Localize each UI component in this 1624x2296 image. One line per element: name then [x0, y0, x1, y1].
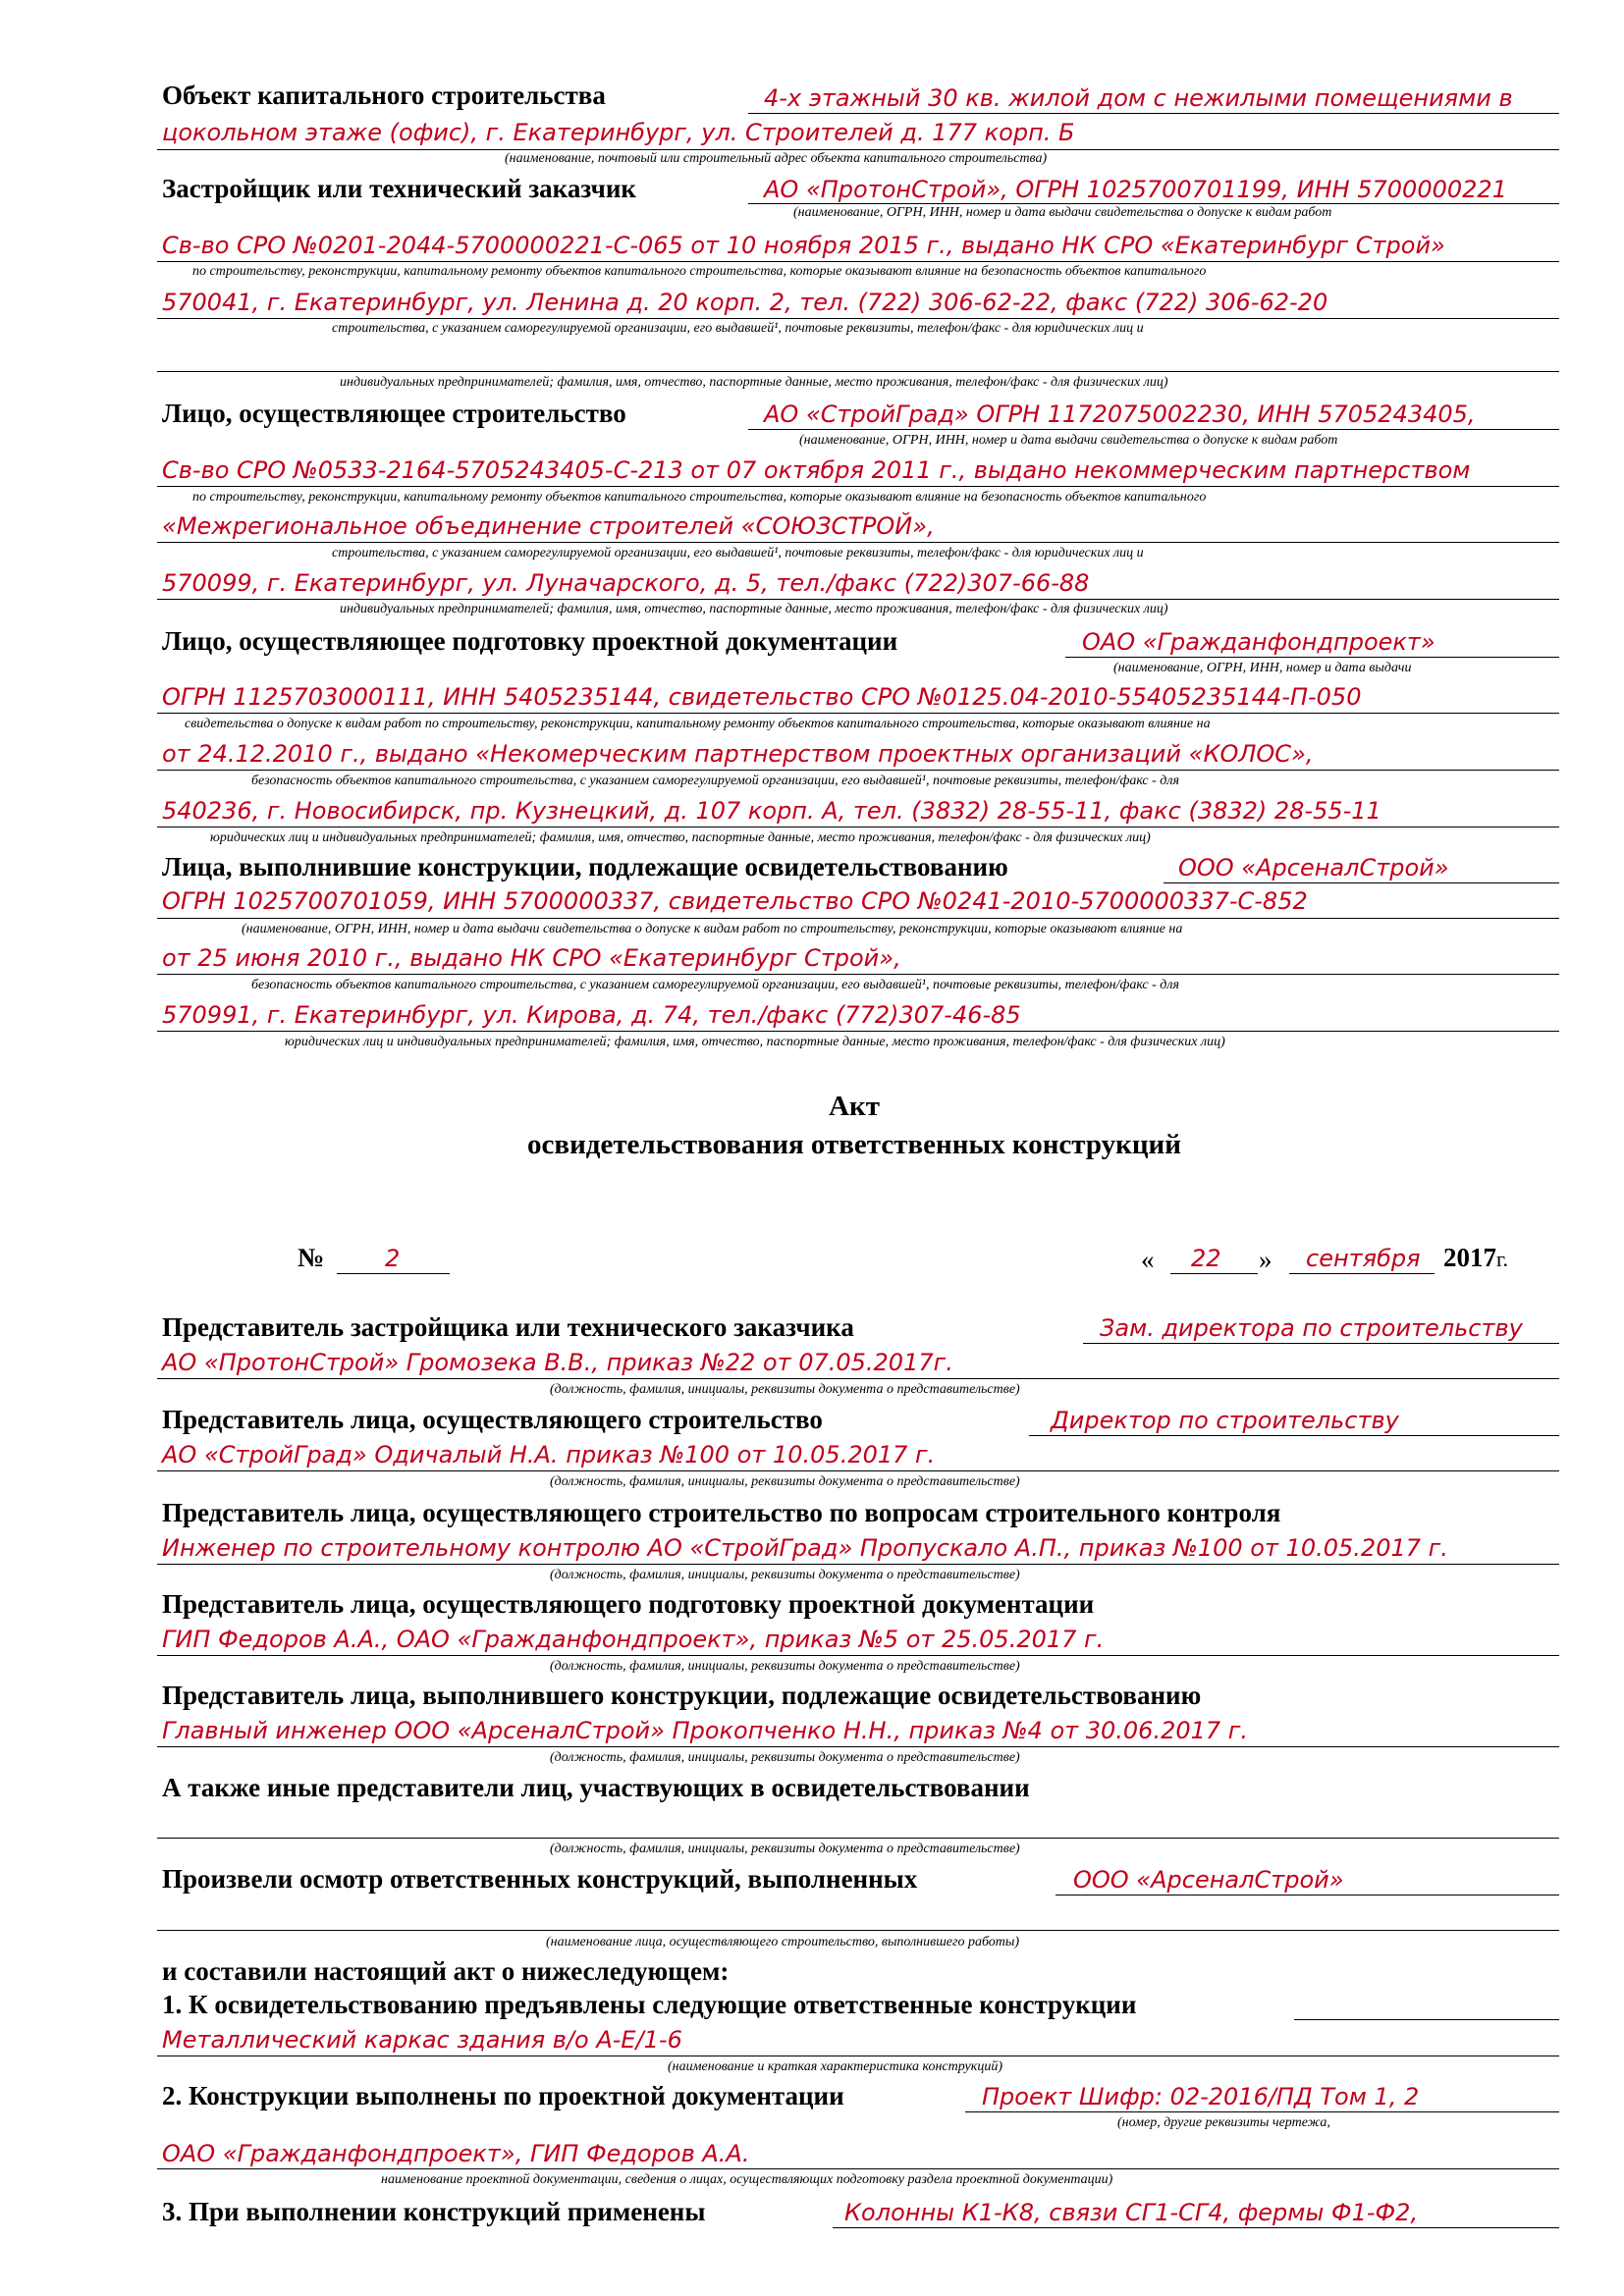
object-value-1[interactable]: 4-х этажный 30 кв. жилой дом с нежилыми помещениями в: [764, 84, 1513, 112]
object-value-2[interactable]: цокольном этаже (офис), г. Екатеринбург, ул. Строителей д. 177 корп. Б: [162, 119, 1075, 146]
builder-rep-value-2[interactable]: АО «СтройГрад» Одичалый Н.А. приказ №100 от 10.05.2017 г.: [162, 1441, 936, 1468]
field-line: [157, 542, 1559, 543]
field-line: [157, 1031, 1559, 1032]
field-line: [157, 1564, 1559, 1565]
item2-caption-1: (номер, другие реквизиты чертежа,: [1117, 2115, 1330, 2130]
developer-caption-4: индивидуальных предпринимателей; фамилия, имя, отчество, паспортные данные, место проживания, телефон/факс - для физических лиц): [340, 375, 1168, 390]
field-line: [157, 713, 1559, 714]
field-line: [157, 974, 1559, 975]
builder-caption-3: строительства, с указанием саморегулируемой организации, его выдавшей¹, почтовые реквизиты, телефон/факс - для юридических лиц и: [332, 546, 1144, 561]
field-line: [748, 429, 1559, 430]
rep-caption: (должность, фамилия, инициалы, реквизиты документа о представительстве): [550, 1842, 1020, 1856]
field-line: [1065, 657, 1559, 658]
field-line: [833, 2227, 1559, 2228]
field-line: [157, 1655, 1559, 1656]
field-line: [157, 318, 1559, 319]
item1-label: 1. К освидетельствованию предъявлены следующие ответственные конструкции: [162, 1990, 1137, 2019]
field-line: [157, 2168, 1559, 2169]
object-caption: (наименование, почтовый или строительный адрес объекта капитального строительства): [505, 151, 1048, 166]
act-subtitle: освидетельствования ответственных конструкций: [527, 1129, 1181, 1160]
developer-caption-3: строительства, с указанием саморегулируемой организации, его выдавшей¹, почтовые реквизиты, телефон/факс - для юридических лиц и: [332, 321, 1144, 336]
inspection-caption: (наименование лица, осуществляющего строительство, выполнившего работы): [546, 1935, 1020, 1949]
builder-value-3[interactable]: «Межрегиональное объединение строителей «СОЮЗСТРОЙ»,: [162, 512, 935, 540]
customer-rep-value-2[interactable]: АО «ПротонСтрой» Громозека В.В., приказ №22 от 07.05.2017г.: [162, 1349, 953, 1376]
designer-value-1[interactable]: ОАО «Гражданфондпроект»: [1082, 628, 1435, 656]
field-line: [337, 1273, 450, 1274]
field-line: [157, 1930, 1559, 1931]
contractor-rep-value[interactable]: Главный инженер ООО «АрсеналСтрой» Прокопченко Н.Н., приказ №4 от 30.06.2017 г.: [162, 1717, 1249, 1744]
act-title: Акт: [829, 1091, 880, 1122]
field-line: [157, 261, 1559, 262]
control-rep-value[interactable]: Инженер по строительному контролю АО «СтройГрад» Пропускало А.П., приказ №100 от 10.05.2017 г.: [162, 1534, 1448, 1562]
others-rep-label: А также иные представители лиц, участвующих в освидетельствовании: [162, 1773, 1030, 1802]
rep-caption: (должность, фамилия, инициалы, реквизиты документа о представительстве): [550, 1750, 1020, 1765]
field-line: [157, 371, 1559, 372]
contractor-rep-label: Представитель лица, выполнившего конструкции, подлежащие освидетельствованию: [162, 1681, 1202, 1710]
designer-label: Лицо, осуществляющее подготовку проектной документации: [162, 626, 898, 656]
contractor-value-3[interactable]: от 25 июня 2010 г., выдано НК СРО «Екатеринбург Строй»,: [162, 944, 901, 972]
field-line: [157, 486, 1559, 487]
contractor-value-1[interactable]: ООО «АрсеналСтрой»: [1178, 854, 1449, 881]
rep-caption: (должность, фамилия, инициалы, реквизиты документа о представительстве): [550, 1474, 1020, 1489]
date-day[interactable]: 22: [1191, 1245, 1221, 1272]
item1-value[interactable]: Металлический каркас здания в/о А-Е/1-6: [162, 2026, 682, 2054]
field-line: [157, 599, 1559, 600]
field-line: [748, 203, 1559, 204]
field-line: [1029, 1435, 1559, 1436]
date-month[interactable]: сентября: [1306, 1245, 1421, 1272]
rep-caption: (должность, фамилия, инициалы, реквизиты документа о представительстве): [550, 1659, 1020, 1674]
contractor-label: Лица, выполнившие конструкции, подлежащие освидетельствованию: [162, 852, 1008, 881]
developer-label: Застройщик или технический заказчик: [162, 174, 636, 203]
item2-value-2[interactable]: ОАО «Гражданфондпроект», ГИП Федоров А.А.: [162, 2140, 750, 2167]
date-year-value: 2017: [1443, 1243, 1496, 1272]
field-line: [1083, 1343, 1559, 1344]
contractor-value-4[interactable]: 570991, г. Екатеринбург, ул. Кирова, д. 74, тел./факс (772)307-46-85: [162, 1001, 1021, 1029]
developer-caption-2: по строительству, реконструкции, капитальному ремонту объектов капитального строительства, которые оказывают влияние на безопасность объектов капитального: [192, 264, 1207, 279]
field-line: [965, 2111, 1559, 2112]
field-line: [1294, 2019, 1559, 2020]
field-line: [157, 149, 1559, 150]
builder-rep-value-1[interactable]: Директор по строительству: [1051, 1407, 1399, 1434]
builder-label: Лицо, осуществляющее строительство: [162, 399, 626, 428]
item3-label: 3. При выполнении конструкций применены: [162, 2197, 706, 2226]
designer-caption-3: безопасность объектов капитального строительства, с указанием саморегулируемой организации, его выдавшей¹, почтовые реквизиты, телефон/факс - для: [251, 774, 1179, 788]
designer-value-3[interactable]: от 24.12.2010 г., выдано «Некомерческим партнерством проектных организаций «КОЛОС»,: [162, 740, 1314, 768]
inspection-value[interactable]: ООО «АрсеналСтрой»: [1073, 1866, 1344, 1894]
field-line: [157, 1470, 1559, 1471]
developer-value-2[interactable]: Св-во СРО №0201-2044-5700000221-С-065 от 10 ноября 2015 г., выдано НК СРО «Екатеринбург Строй»: [162, 232, 1445, 259]
field-line: [1056, 1895, 1559, 1896]
builder-rep-label: Представитель лица, осуществляющего строительство: [162, 1405, 823, 1434]
item2-label: 2. Конструкции выполнены по проектной документации: [162, 2081, 844, 2110]
designer-value-4[interactable]: 540236, г. Новосибирск, пр. Кузнецкий, д. 107 корп. А, тел. (3832) 28-55-11, факс (3832) 28-55-11: [162, 797, 1381, 825]
field-line: [157, 1838, 1559, 1839]
developer-value-3[interactable]: 570041, г. Екатеринбург, ул. Ленина д. 20 корп. 2, тел. (722) 306-62-22, факс (722) 306-62-20: [162, 289, 1328, 316]
builder-caption-2: по строительству, реконструкции, капитальному ремонту объектов капитального строительства, которые оказывают влияние на безопасность объектов капитального: [192, 490, 1207, 505]
contractor-caption-3: безопасность объектов капитального строительства, с указанием саморегулируемой организации, его выдавшей¹, почтовые реквизиты, телефон/факс - для: [251, 978, 1179, 992]
field-line: [157, 827, 1559, 828]
field-line: [1289, 1273, 1435, 1274]
act-number[interactable]: 2: [385, 1245, 401, 1272]
field-line: [157, 1746, 1559, 1747]
field-line: [1164, 882, 1559, 883]
field-line: [157, 918, 1559, 919]
design-rep-value[interactable]: ГИП Федоров А.А., ОАО «Гражданфондпроект», приказ №5 от 25.05.2017 г.: [162, 1626, 1105, 1653]
field-line: [1170, 1273, 1258, 1274]
item2-caption-2: наименование проектной документации, сведения о лицах, осуществляющих подготовку раздела проектной документации): [381, 2172, 1113, 2187]
developer-value-1[interactable]: АО «ПротонСтрой», ОГРН 1025700701199, ИНН 5700000221: [764, 176, 1507, 203]
builder-caption-4: индивидуальных предпринимателей; фамилия, имя, отчество, паспортные данные, место проживания, телефон/факс - для физических лиц): [340, 602, 1168, 616]
inspection-label: Произвели осмотр ответственных конструкций, выполненных: [162, 1864, 918, 1894]
designer-value-2[interactable]: ОГРН 1125703000111, ИНН 5405235144, свидетельство СРО №0125.04-2010-55405235144-П-050: [162, 683, 1362, 711]
item3-value[interactable]: Колонны К1-К8, связи СГ1-СГ4, фермы Ф1-Ф2,: [844, 2199, 1419, 2226]
rep-caption: (должность, фамилия, инициалы, реквизиты документа о представительстве): [550, 1382, 1020, 1397]
customer-rep-value-1[interactable]: Зам. директора по строительству: [1100, 1314, 1523, 1342]
date-quote-open: «: [1141, 1245, 1155, 1274]
designer-caption-1: (наименование, ОГРН, ИНН, номер и дата выдачи: [1113, 661, 1412, 675]
date-quote-close: »: [1259, 1245, 1272, 1274]
control-rep-label: Представитель лица, осуществляющего строительство по вопросам строительного контроля: [162, 1498, 1281, 1527]
item2-value-1[interactable]: Проект Шифр: 02-2016/ПД Том 1, 2: [982, 2083, 1420, 2110]
developer-caption-1: (наименование, ОГРН, ИНН, номер и дата выдачи свидетельства о допуске к видам работ: [793, 205, 1332, 220]
designer-caption-4: юридических лиц и индивидуальных предпринимателей; фамилия, имя, отчество, паспортные данные, место проживания, телефон/факс - для физических лиц): [210, 830, 1151, 845]
designer-caption-2: свидетельства о допуске к видам работ по строительству, реконструкции, капитальному ремонту объектов капитального строительства, которые оказывают влияние на: [185, 717, 1211, 731]
builder-caption-1: (наименование, ОГРН, ИНН, номер и дата выдачи свидетельства о допуске к видам работ: [799, 433, 1338, 448]
field-line: [157, 770, 1559, 771]
field-line: [157, 1378, 1559, 1379]
contractor-caption-4: юридических лиц и индивидуальных предпринимателей; фамилия, имя, отчество, паспортные данные, место проживания, телефон/факс - для физических лиц): [285, 1035, 1225, 1049]
date-year: [1443, 1243, 1508, 1274]
builder-value-2[interactable]: Св-во СРО №0533-2164-5705243405-С-213 от 07 октября 2011 г., выдано некоммерческим партнерством: [162, 456, 1471, 484]
number-sign: №: [298, 1243, 325, 1272]
field-line: [748, 113, 1559, 114]
rep-caption: (должность, фамилия, инициалы, реквизиты документа о представительстве): [550, 1568, 1020, 1582]
object-label: Объект капитального строительства: [162, 80, 606, 110]
compiled-text: и составили настоящий акт о нижеследующем:: [162, 1956, 730, 1986]
contractor-caption-2: (наименование, ОГРН, ИНН, номер и дата выдачи свидетельства о допуске к видам работ по строительству, реконструкции, которые оказывают влияние на: [242, 922, 1183, 936]
design-rep-label: Представитель лица, осуществляющего подготовку проектной документации: [162, 1589, 1095, 1619]
customer-rep-label: Представитель застройщика или технического заказчика: [162, 1312, 854, 1342]
item1-caption: (наименование и краткая характеристика конструкций): [668, 2059, 1002, 2074]
builder-value-1[interactable]: АО «СтройГрад» ОГРН 1172075002230, ИНН 5705243405,: [764, 400, 1476, 428]
contractor-value-2[interactable]: ОГРН 1025700701059, ИНН 5700000337, свидетельство СРО №0241-2010-5700000337-С-852: [162, 887, 1308, 915]
date-year-suffix: г.: [1496, 1247, 1509, 1271]
builder-value-4[interactable]: 570099, г. Екатеринбург, ул. Луначарского, д. 5, тел./факс (722)307-66-88: [162, 569, 1090, 597]
